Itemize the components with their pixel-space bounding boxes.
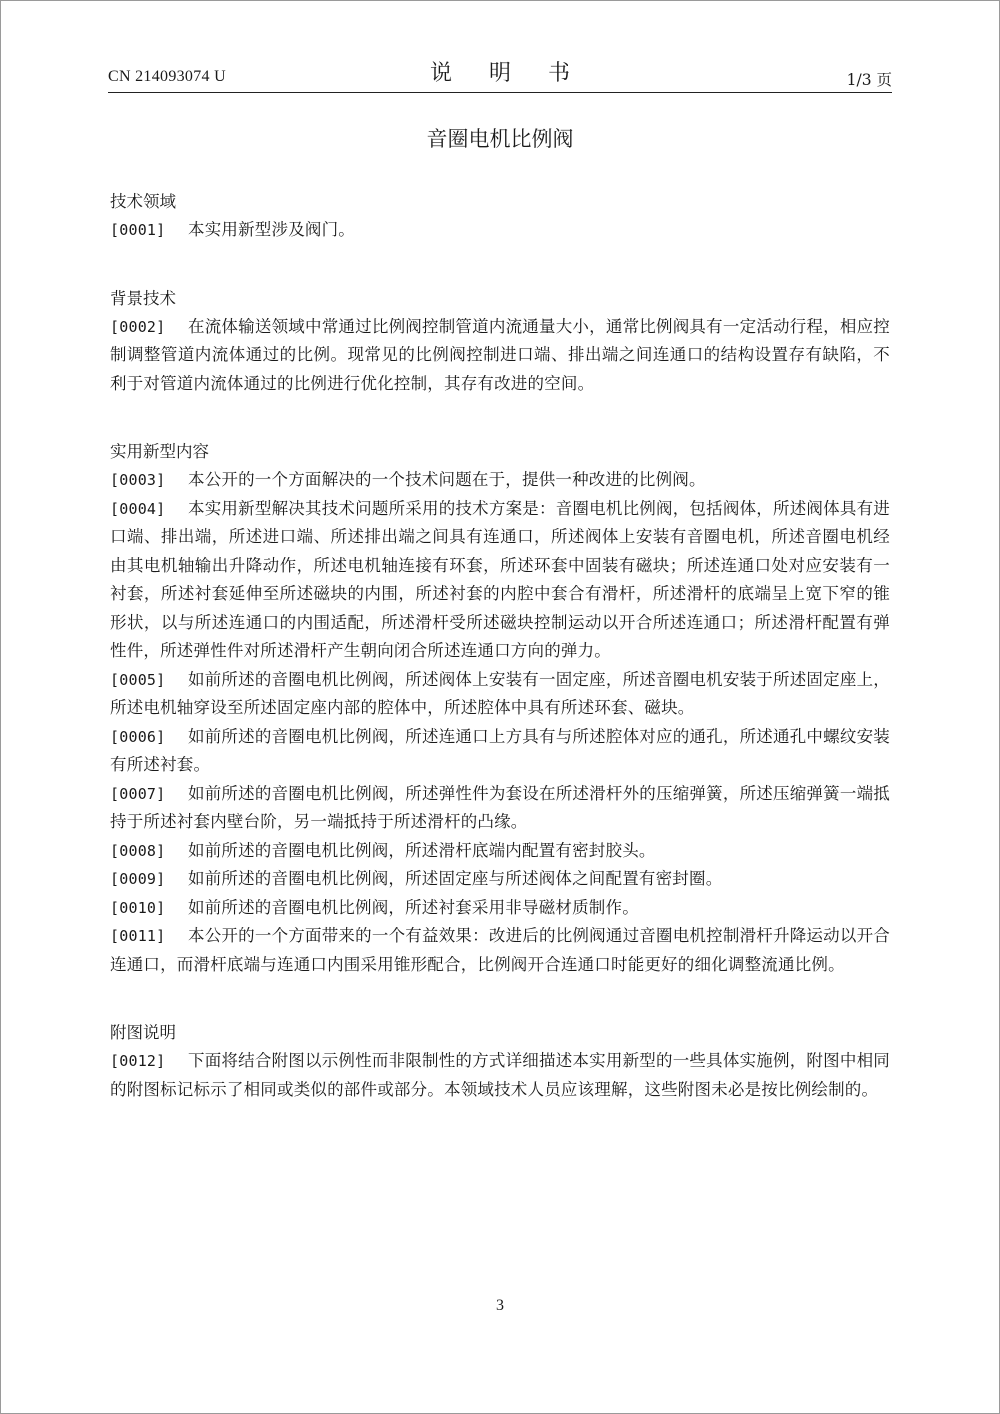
section-technical-field — [110, 188, 890, 245]
section-background — [110, 285, 890, 399]
paragraph-text: 下面将结合附图以示例性而非限制性的方式详细描述本实用新型的一些具体实施例，附图中相同的附图标记标示了相同或类似的部件或部分。本领域技术人员应该理解，这些附图未必是按比例绘制的。 — [110, 1051, 890, 1099]
paragraph-text: 在流体输送领域中常通过比例阀控制管道内流通量大小，通常比例阀具有一定活动行程，相应控制调整管道内流体通过的比例。现常见的比例阀控制进口端、排出端之间连通口的结构设置存有缺陷，不利于对管道内流体通过的比例进行优化控制，其存有改进的空间。 — [110, 316, 890, 393]
header-rule — [108, 92, 892, 93]
paragraph — [110, 466, 890, 495]
paragraph-text: 如前所述的音圈电机比例阀，所述滑杆底端内配置有密封胶头。 — [188, 840, 656, 860]
section-heading: 附图说明 — [110, 1023, 176, 1042]
paragraph-number: [0007] — [110, 784, 166, 803]
paragraph-number: [0011] — [110, 927, 166, 945]
section-heading: 实用新型内容 — [110, 442, 209, 461]
section-heading: 技术领域 — [110, 192, 176, 211]
section-drawings-description — [110, 1019, 890, 1104]
section-utility-model-content — [110, 438, 890, 979]
paragraph-number: [0002] — [110, 317, 166, 336]
section-heading: 背景技术 — [110, 288, 176, 308]
document-title: 音圈电机比例阀 — [426, 127, 574, 151]
paragraph-text: 本实用新型解决其技术问题所采用的技术方案是：音圈电机比例阀，包括阀体，所述阀体具有进口端、排出端，所述进口端、所述排出端之间具有连通口，所述阀体上安装有音圈电机，所述音圈电机经由其电机轴输出升降动作，所述电机轴连接有环套，所述环套中固装有磁块；所述连通口处对应安装有一衬套，所述衬套延伸至所述磁块的内围，所述衬套的内腔中套合有滑杆，所述滑杆的底端呈上宽下窄的锥形状，以与所述连通口的内围适配，所述滑杆受所述磁块控制运动以开合所述连通口；所述滑杆配置有弹性件，所述弹性件对所述滑杆产生朝向闭合所述连通口方向的弹力。 — [110, 498, 890, 660]
patent-number: CN 214093074 U — [108, 68, 226, 85]
paragraph — [110, 1047, 890, 1104]
paragraph — [110, 837, 890, 866]
paragraph-text: 如前所述的音圈电机比例阀，所述阀体上安装有一固定座，所述音圈电机安装于所述固定座上，所述电机轴穿设至所述固定座内部的腔体中，所述腔体中具有所述环套、磁块。 — [110, 669, 890, 717]
paragraph-text: 本公开的一个方面解决的一个技术问题在于，提供一种改进的比例阀。 — [188, 470, 706, 489]
paragraph-text: 本实用新型涉及阀门。 — [188, 220, 355, 239]
paragraph-number: [0006] — [110, 727, 166, 746]
paragraph — [110, 495, 890, 666]
paragraph — [110, 723, 890, 780]
document-type: 说 明 书 — [430, 61, 585, 86]
page-indicator: 1/3 页 — [846, 71, 892, 89]
document-body — [110, 118, 890, 1104]
paragraph-text: 如前所述的音圈电机比例阀，所述连通口上方具有与所述腔体对应的通孔，所述通孔中螺纹安装有所述衬套。 — [110, 726, 890, 774]
paragraph-text: 如前所述的音圈电机比例阀，所述弹性件为套设在所述滑杆外的压缩弹簧，所述压缩弹簧一端抵持于所述衬套内壁台阶，另一端抵持于所述滑杆的凸缘。 — [110, 783, 890, 831]
paragraph-text: 如前所述的音圈电机比例阀，所述固定座与所述阀体之间配置有密封圈。 — [188, 869, 723, 888]
paragraph — [110, 780, 890, 837]
paragraph — [110, 894, 890, 923]
paragraph — [110, 313, 890, 399]
paragraph-number: [0003] — [110, 471, 166, 489]
paragraph — [110, 666, 890, 723]
paragraph-number: [0004] — [110, 499, 166, 518]
paragraph — [110, 922, 890, 979]
paragraph-number: [0012] — [110, 1052, 166, 1070]
paragraph-number: [0005] — [110, 670, 166, 689]
paragraph-number: [0008] — [110, 841, 166, 860]
paragraph-number: [0001] — [110, 221, 166, 239]
paragraph — [110, 216, 890, 245]
paragraph-number: [0009] — [110, 870, 166, 888]
paragraph-number: [0010] — [110, 898, 166, 917]
paragraph-text: 如前所述的音圈电机比例阀，所述衬套采用非导磁材质制作。 — [188, 897, 639, 917]
paragraph-text: 本公开的一个方面带来的一个有益效果：改进后的比例阀通过音圈电机控制滑杆升降运动以开合连通口，而滑杆底端与连通口内围采用锥形配合，比例阀开合连通口时能更好的细化调整流通比例。 — [110, 926, 890, 974]
page-number: 3 — [496, 1297, 504, 1314]
paragraph — [110, 865, 890, 894]
